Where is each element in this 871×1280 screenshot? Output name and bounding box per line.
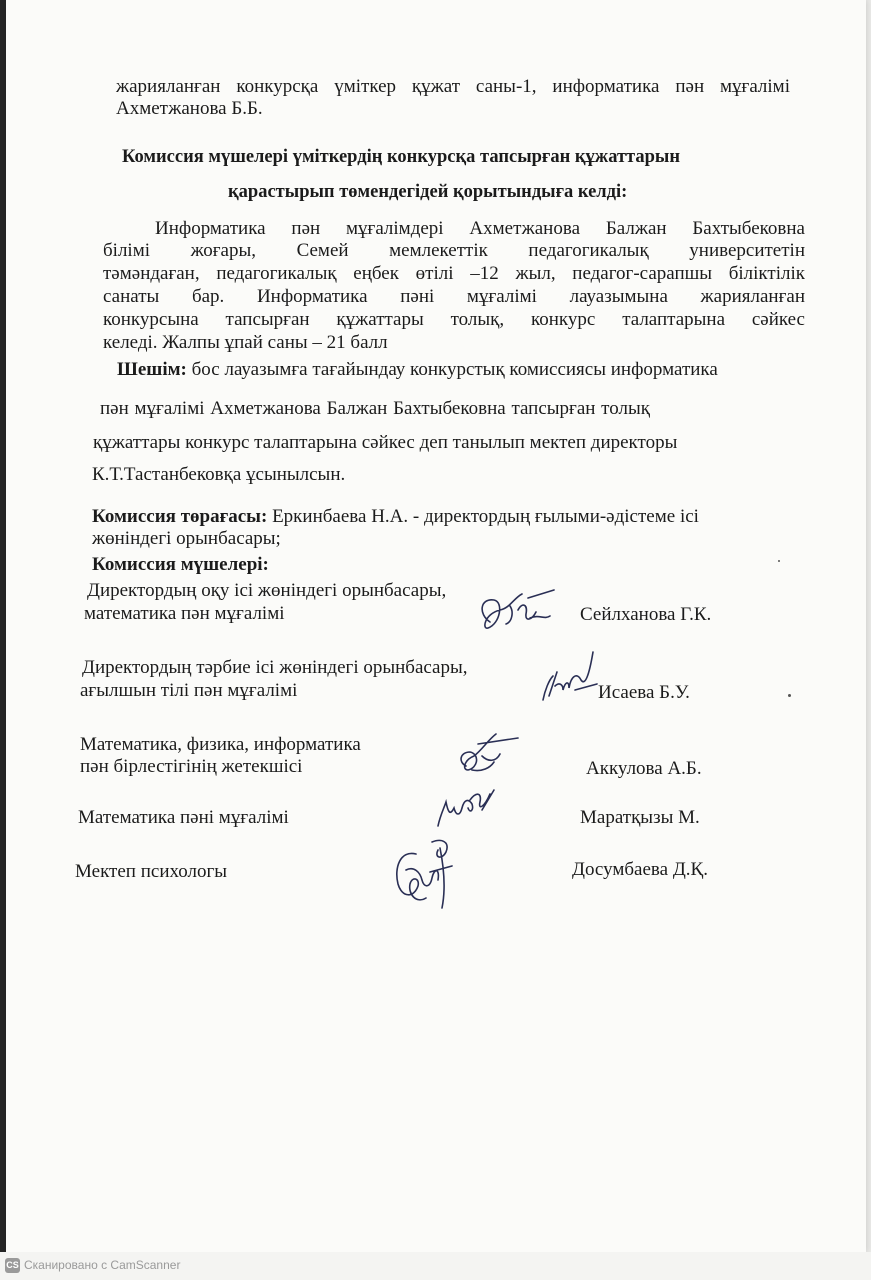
signature-4-image	[432, 786, 498, 832]
members-label: Комиссия мүшелері:	[92, 554, 269, 575]
paragraph-line-4: санаты бар. Информатика пәні мұғалімі лауазымына жарияланған	[103, 286, 805, 307]
decision-line-3: құжаттары конкурс талаптарына сәйкес деп танылып мектеп директоры	[93, 432, 678, 453]
signature-1-image	[470, 584, 560, 636]
decision-text: бос лауазымға тағайындау конкурстық комиссиясы информатика	[186, 359, 718, 380]
scan-speck	[778, 560, 780, 562]
member-3-role-line-2: пән бірлестігінің жетекшісі	[80, 756, 303, 777]
intro-line-1: жарияланған конкурсқа үміткер құжат саны-1, информатика пән мұғалімі	[116, 76, 790, 97]
paragraph-line-6: келеді. Жалпы ұпай саны – 21 балл	[103, 332, 388, 353]
chair-line-2: жөніндегі орынбасары;	[92, 528, 281, 549]
member-1-role-line-1: Директордың оқу ісі жөніндегі орынбасары,	[87, 580, 447, 601]
scan-speck	[788, 694, 791, 697]
decision-label: Шешім:	[117, 359, 187, 380]
member-4-name: Маратқызы М.	[580, 807, 700, 828]
member-4-role: Математика пәні мұғалімі	[78, 807, 289, 828]
member-5-role: Мектеп психологы	[75, 861, 228, 882]
signature-2-image	[535, 646, 605, 706]
member-2-role-line-2: ағылшын тілі пән мұғалімі	[80, 680, 298, 701]
member-3-role-line-1: Математика, физика, информатика	[80, 734, 361, 755]
decision-line-1	[117, 359, 718, 381]
member-5-name: Досумбаева Д.Қ.	[572, 859, 708, 880]
decision-line-2: пән мұғалімі Ахметжанова Балжан Бахтыбековна тапсырған толық	[100, 398, 650, 419]
signature-3-image	[452, 726, 522, 776]
chair-name: Еркинбаева Н.А. - директордың ғылыми-әдістеме ісі	[267, 506, 699, 527]
chair-label: Комиссия төрағасы:	[92, 506, 268, 527]
paragraph-line-5: конкурсына тапсырған құжаттары толық, конкурс талаптарына сәйкес	[103, 309, 805, 330]
member-2-role-line-1: Директордың тәрбие ісі жөніндегі орынбасары,	[82, 657, 468, 678]
member-2-name: Исаева Б.У.	[598, 682, 690, 703]
paragraph-line-1: Информатика пән мұғалімдері Ахметжанова Балжан Бахтыбековна	[155, 218, 805, 239]
intro-line-2: Ахметжанова Б.Б.	[116, 98, 263, 119]
chair-line-1	[92, 506, 699, 528]
camscanner-logo-icon: CS	[5, 1258, 20, 1273]
signature-5-image	[386, 828, 466, 914]
member-1-name: Сейлханова Г.К.	[580, 604, 712, 625]
member-1-role-line-2: математика пән мұғалімі	[84, 603, 285, 624]
member-3-name: Аккулова А.Б.	[586, 758, 702, 779]
heading-line-1: Комиссия мүшелері үміткердің конкурсқа тапсырған құжаттарын	[122, 147, 681, 167]
camscanner-watermark: Сканировано с CamScanner	[24, 1258, 181, 1272]
heading-line-2: қарастырып төмендегідей қорытындыға келді:	[228, 182, 628, 202]
decision-line-4: К.Т.Тастанбековқа ұсынылсын.	[92, 464, 346, 485]
paragraph-line-3: тәмәндаған, педагогикалық еңбек өтілі –12 жыл, педагог-сарапшы біліктілік	[103, 263, 805, 284]
paragraph-line-2: білімі жоғары, Семей мемлекеттік педагогикалық университетін	[103, 240, 805, 261]
